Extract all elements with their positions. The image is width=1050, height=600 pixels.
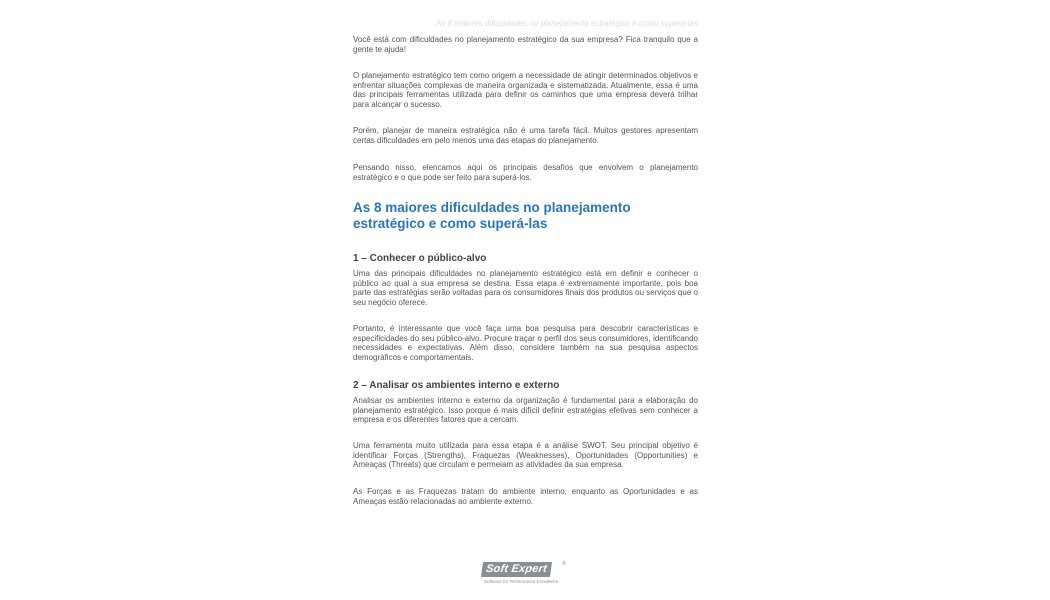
logo-wordmark: Soft Expert xyxy=(481,562,552,577)
logo-tagline: Software for Performance Excellence xyxy=(484,579,559,584)
running-header: As 8 maiores dificuldades no planejamento estratégico e como superá-las xyxy=(436,19,698,28)
main-heading: As 8 maiores dificuldades no planejamento estratégico e como superá-las xyxy=(353,200,631,231)
logo-registered-mark: ® xyxy=(562,561,566,567)
section-2-paragraph-2: Uma ferramenta muito utilizada para essa etapa é a análise SWOT. Seu principal objetivo é identificar Forças (Strengths), Fraquezas (Weaknesses), Oportunidades (Opportunities) e Ameaças (Threats) que circulam e permeiam as atividades da sua empresa. xyxy=(353,441,698,470)
intro-paragraph-3: Porém, planejar de maneira estratégica não é uma tarefa fácil. Muitos gestores apresentam certas dificuldades em pelo menos uma das etapas do planejamento. xyxy=(353,126,698,145)
intro-paragraph-1: Você está com dificuldades no planejamento estratégico da sua empresa? Fica tranquilo que a gente te ajuda! xyxy=(353,35,698,54)
section-title-1: 1 – Conhecer o público-alvo xyxy=(353,253,487,264)
section-2-paragraph-1: Analisar os ambientes interno e externo da organização é fundamental para a elaboração do planejamento estratégico. Isso porque é mais difícil definir estratégias efetivas sem conhecer a empresa e os diferentes fatores que a cercam. xyxy=(353,396,698,425)
softexpert-logo xyxy=(482,562,572,588)
intro-paragraph-4: Pensando nisso, elencamos aqui os principais desafios que envolvem o planejamento estratégico e o que pode ser feito para superá-los. xyxy=(353,163,698,182)
intro-paragraph-2: O planejamento estratégico tem como origem a necessidade de atingir determinados objetivos e enfrentar situações complexas de maneira organizada e sistematizada. Atualmente, essa é uma das principais ferramentas utilizada para definir os caminhos que uma empresa deverá trilhar para alcançar o sucesso. xyxy=(353,71,698,109)
section-1-paragraph-1: Uma das principais dificuldades no planejamento estratégico está em definir e conhecer o público ao qual a sua empresa se destina. Essa etapa é extremamente importante, pois boa parte das estratégias serão voltadas para os consumidores finais dos produtos ou serviços que o seu negócio oferece. xyxy=(353,269,698,307)
section-1-paragraph-2: Portanto, é interessante que você faça uma boa pesquisa para descobrir características e especificidades do seu público-alvo. Procure traçar o perfil dos seus consumidores, identificando necessidades e expectativas. Além disso, considere também na sua pesquisa aspectos demográficos e comportamentais. xyxy=(353,324,698,362)
section-2-paragraph-3: As Forças e as Fraquezas tratam do ambiente interno, enquanto as Oportunidades e as Ameaças estão relacionadas ao ambiente externo. xyxy=(353,487,698,506)
section-title-2: 2 – Analisar os ambientes interno e externo xyxy=(353,380,560,391)
